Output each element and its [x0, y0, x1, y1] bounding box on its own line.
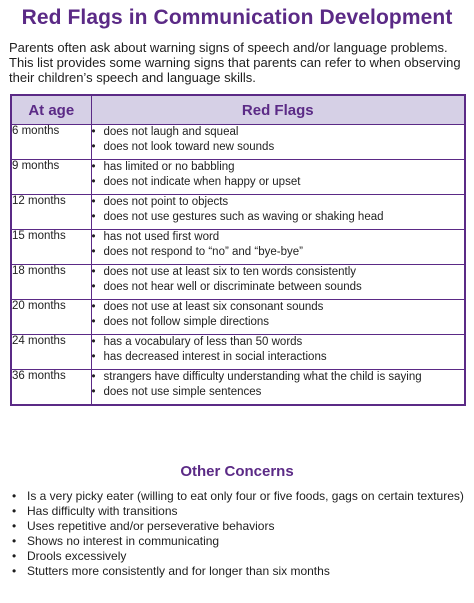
concern-item: • Has difficulty with transitions: [10, 504, 465, 519]
flag-item: • does not use gestures such as waving or shaking head: [92, 210, 465, 225]
table-header-row: [11, 95, 465, 125]
other-concerns-heading: Other Concerns: [180, 463, 294, 480]
flag-item: • does not look toward new sounds: [92, 140, 465, 155]
age-cell: 15 months: [11, 230, 91, 265]
flag-item: • does not point to objects: [92, 195, 465, 210]
table-row: [11, 370, 465, 406]
flags-cell: [91, 125, 465, 160]
flag-item: • does not laugh and squeal: [92, 125, 465, 140]
flag-item: • does not respond to “no” and “bye-bye”: [92, 245, 465, 260]
flags-cell: [91, 370, 465, 406]
header-at-age: At age: [11, 95, 91, 125]
age-cell: 6 months: [11, 125, 91, 160]
flags-cell: [91, 160, 465, 195]
concern-item: • Stutters more consistently and for longer than six months: [10, 564, 465, 579]
flags-cell: [91, 300, 465, 335]
concern-item: • Shows no interest in communicating: [10, 534, 465, 549]
concern-item: • Is a very picky eater (willing to eat only four or five foods, gags on certain textures): [10, 489, 465, 504]
flags-cell: [91, 335, 465, 370]
table-row: [11, 335, 465, 370]
flag-item: • does not use at least six to ten words consistently: [92, 265, 465, 280]
flags-cell: [91, 195, 465, 230]
table-row: [11, 230, 465, 265]
flag-item: • has not used first word: [92, 230, 465, 245]
age-cell: 18 months: [11, 265, 91, 300]
flag-item: • strangers have difficulty understanding what the child is saying: [92, 370, 465, 385]
concern-item: • Uses repetitive and/or perseverative behaviors: [10, 519, 465, 534]
flag-item: • has decreased interest in social interactions: [92, 350, 465, 365]
flags-cell: [91, 265, 465, 300]
table-row: [11, 160, 465, 195]
other-concerns-list: [10, 489, 465, 579]
table-row: [11, 195, 465, 230]
red-flags-table: [10, 94, 466, 406]
age-cell: 24 months: [11, 335, 91, 370]
intro-paragraph: Parents often ask about warning signs of speech and/or language problems. This list provides some warning signs that parents can refer to when observing their children’s speech and language skills.: [9, 40, 461, 85]
table-row: [11, 125, 465, 160]
age-cell: 36 months: [11, 370, 91, 406]
age-cell: 9 months: [11, 160, 91, 195]
flag-item: • does not use at least six consonant sounds: [92, 300, 465, 315]
header-red-flags: Red Flags: [91, 95, 465, 125]
page-title: Red Flags in Communication Development: [21, 6, 453, 29]
flag-item: • does not follow simple directions: [92, 315, 465, 330]
flag-item: • does not indicate when happy or upset: [92, 175, 465, 190]
age-cell: 12 months: [11, 195, 91, 230]
age-cell: 20 months: [11, 300, 91, 335]
flag-item: • does not use simple sentences: [92, 385, 465, 400]
table-row: [11, 300, 465, 335]
table-row: [11, 265, 465, 300]
flag-item: • has limited or no babbling: [92, 160, 465, 175]
flag-item: • has a vocabulary of less than 50 words: [92, 335, 465, 350]
flags-cell: [91, 230, 465, 265]
concern-item: • Drools excessively: [10, 549, 465, 564]
flag-item: • does not hear well or discriminate between sounds: [92, 280, 465, 295]
